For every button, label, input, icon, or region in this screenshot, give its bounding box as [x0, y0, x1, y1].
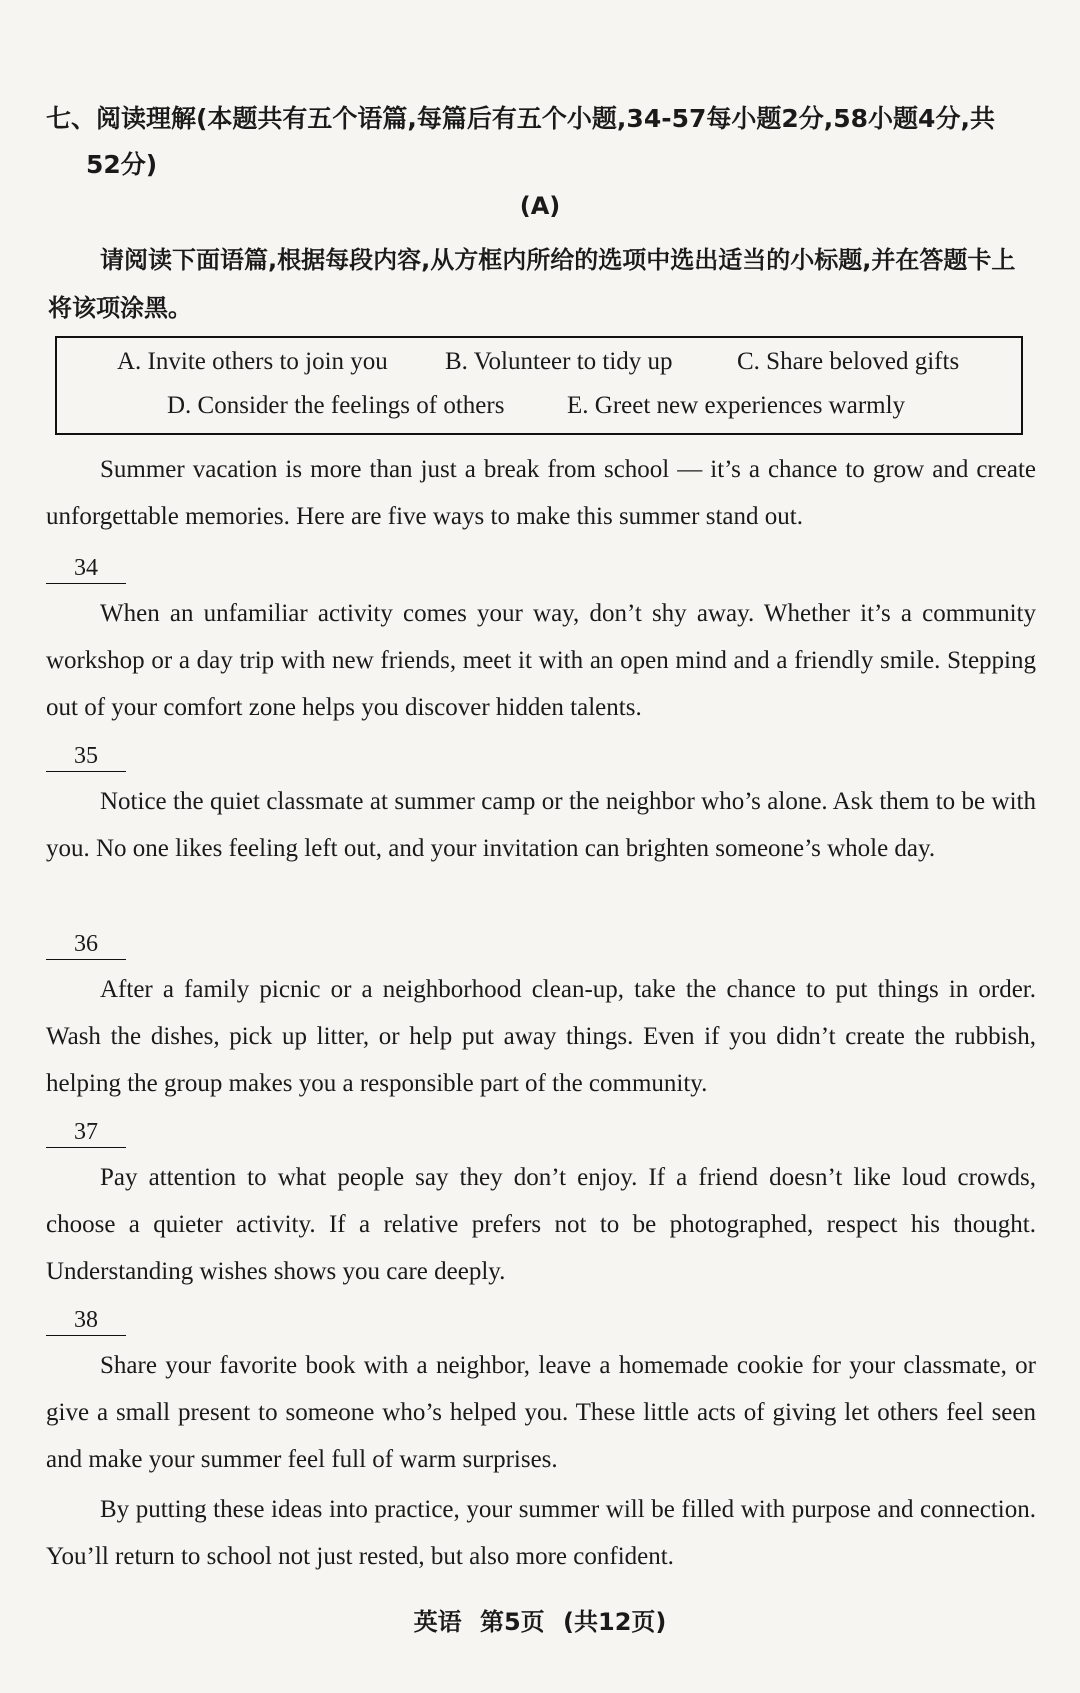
conclusion-paragraph: By putting these ideas into practice, your summer will be filled with purpose and connection. You’ll return to school not just rested, but also more confident. [46, 1496, 1036, 1570]
instruction-text: 请阅读下面语篇,根据每段内容,从方框内所给的选项中选出适当的小标题,并在答题卡上将该项涂黑。 [48, 246, 1016, 322]
blank-38: 38 [46, 1305, 126, 1336]
option-c: C. Share beloved gifts [737, 348, 960, 375]
option-b: B. Volunteer to tidy up [445, 348, 673, 375]
paragraph-38: Share your favorite book with a neighbor, leave a homemade cookie for your classmate, or give a small present to someone who’s helped you. These little acts of giving let others feel seen and make your summer feel full of warm surprises. [46, 1352, 1036, 1473]
options-box [55, 336, 1023, 435]
intro-paragraph: Summer vacation is more than just a break from school — it’s a chance to grow and create unforgettable memories. Here are five ways to make this summer stand out. [46, 456, 1036, 530]
page-footer: 英语 第5页 (共12页) [413, 1608, 667, 1636]
option-a: A. Invite others to join you [117, 348, 388, 375]
blank-36: 36 [46, 929, 126, 960]
section-title-line1: 七、阅读理解(本题共有五个语篇,每篇后有五个小题,34-57每小题2分,58小题4分,共 [46, 104, 995, 133]
paragraph-36: After a family picnic or a neighborhood clean-up, take the chance to put things in order. Wash the dishes, pick up litter, or help put away things. Even if you didn’t create the rubbish, helping the group makes you a responsible part of the community. [46, 976, 1036, 1097]
blank-35: 35 [46, 741, 126, 772]
passage-label: (A) [519, 192, 561, 220]
option-e: E. Greet new experiences warmly [567, 392, 906, 419]
option-d: D. Consider the feelings of others [167, 392, 505, 419]
section-title-line2: 52分) [86, 150, 158, 179]
paragraph-34: When an unfamiliar activity comes your way, don’t shy away. Whether it’s a community workshop or a day trip with new friends, meet it with an open mind and a friendly smile. Stepping out of your comfort zone helps you discover hidden talents. [46, 600, 1036, 721]
section-title [46, 96, 1036, 188]
paragraph-35: Notice the quiet classmate at summer camp or the neighbor who’s alone. Ask them to be with you. No one likes feeling left out, and your invitation can brighten someone’s whole day. [46, 788, 1036, 862]
blank-34: 34 [46, 553, 126, 584]
blank-37: 37 [46, 1117, 126, 1148]
paragraph-37: Pay attention to what people say they don’t enjoy. If a friend doesn’t like loud crowds, choose a quieter activity. If a relative prefers not to be photographed, respect his thought. Understanding wishes shows you care deeply. [46, 1164, 1036, 1285]
